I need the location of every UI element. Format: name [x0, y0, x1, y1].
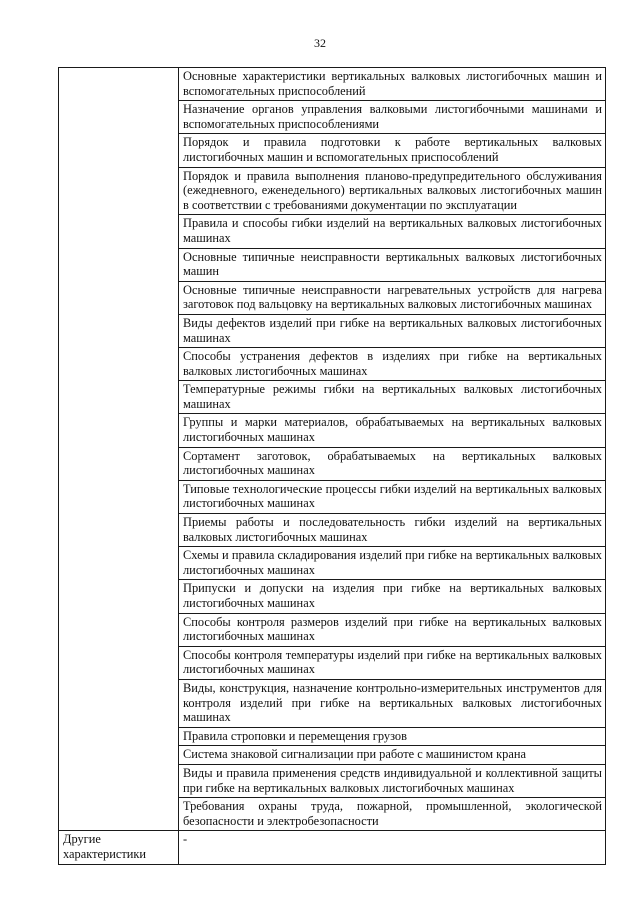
knowledge-item: Назначение органов управления валковыми листогибочными машинами и вспомогательных приспособлениями [179, 101, 606, 134]
knowledge-item: Виды и правила применения средств индивидуальной и коллективной защиты при гибке на вертикальных валковых листогибочных машинах [179, 764, 606, 797]
other-characteristics-value: - [179, 831, 606, 864]
knowledge-item: Основные характеристики вертикальных валковых листогибочных машин и вспомогательных приспособлений [179, 68, 606, 101]
knowledge-item: Требования охраны труда, пожарной, промышленной, экологической безопасности и электробезопасности [179, 798, 606, 831]
knowledge-item: Типовые технологические процессы гибки изделий на вертикальных валковых листогибочных машинах [179, 480, 606, 513]
requirements-table [58, 67, 606, 865]
other-characteristics-label: Другие характеристики [59, 831, 179, 864]
knowledge-item: Правила и способы гибки изделий на вертикальных валковых листогибочных машинах [179, 215, 606, 248]
knowledge-item: Порядок и правила подготовки к работе вертикальных валковых листогибочных машин и вспомогательных приспособлений [179, 134, 606, 167]
knowledge-item: Система знаковой сигнализации при работе с машинистом крана [179, 746, 606, 765]
knowledge-item: Приемы работы и последовательность гибки изделий на вертикальных валковых листогибочных машинах [179, 514, 606, 547]
knowledge-item: Припуски и допуски на изделия при гибке на вертикальных валковых листогибочных машинах [179, 580, 606, 613]
table-row [59, 68, 606, 101]
knowledge-item: Способы контроля размеров изделий при гибке на вертикальных валковых листогибочных машинах [179, 613, 606, 646]
knowledge-item: Сортамент заготовок, обрабатываемых на вертикальных валковых листогибочных машинах [179, 447, 606, 480]
table-row-other-characteristics [59, 831, 606, 864]
knowledge-item: Порядок и правила выполнения планово-предупредительного обслуживания (ежедневного, еженедельного) вертикальных валковых листогибочных машин в соответствии с требованиями документации по эксплуатации [179, 167, 606, 215]
knowledge-item: Способы устранения дефектов в изделиях при гибке на вертикальных валковых листогибочных машинах [179, 348, 606, 381]
knowledge-item: Правила строповки и перемещения грузов [179, 727, 606, 746]
knowledge-item: Основные типичные неисправности вертикальных валковых листогибочных машин [179, 248, 606, 281]
knowledge-item: Основные типичные неисправности нагревательных устройств для нагрева заготовок под вальцовку на вертикальных валковых листогибочных машинах [179, 281, 606, 314]
knowledge-item: Группы и марки материалов, обрабатываемых на вертикальных валковых листогибочных машинах [179, 414, 606, 447]
knowledge-item: Способы контроля температуры изделий при гибке на вертикальных валковых листогибочных машинах [179, 646, 606, 679]
knowledge-item: Температурные режимы гибки на вертикальных валковых листогибочных машинах [179, 381, 606, 414]
requirements-table-body [59, 68, 606, 865]
knowledge-item: Схемы и правила складирования изделий при гибке на вертикальных валковых листогибочных машинах [179, 547, 606, 580]
page-number: 32 [314, 36, 326, 50]
knowledge-label-cell [59, 68, 179, 831]
knowledge-item: Виды, конструкция, назначение контрольно-измерительных инструментов для контроля изделий при гибке на вертикальных валковых листогибочных машинах [179, 679, 606, 727]
knowledge-item: Виды дефектов изделий при гибке на вертикальных валковых листогибочных машинах [179, 314, 606, 347]
